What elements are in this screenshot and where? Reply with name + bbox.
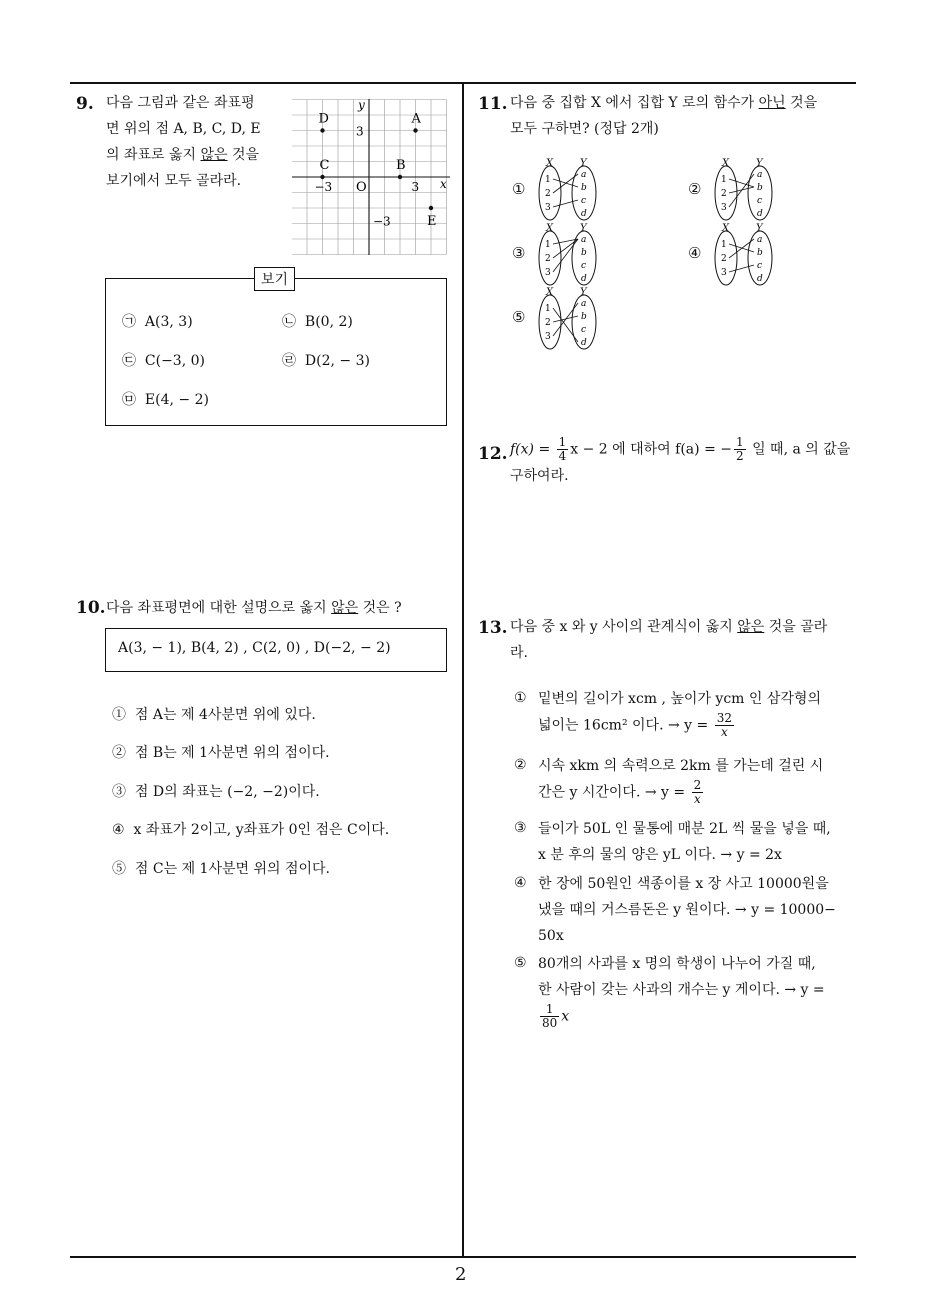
q12-text: f(x) = $\frac{1}{4}$ x − 2 에 대하여 f(a) = − $\frac{1}{2}$ 일 때, a 의 값을 구하여라. bbox=[510, 435, 851, 484]
y-element: a bbox=[581, 170, 587, 180]
set-x-label: X bbox=[546, 158, 554, 169]
origin-label: O bbox=[356, 180, 367, 195]
q13-number: 13. bbox=[478, 618, 508, 638]
q11-choice-mark: ⑤ bbox=[512, 308, 526, 326]
set-x-label: X bbox=[722, 223, 730, 234]
x-axis-label: x bbox=[440, 177, 447, 191]
column-divider bbox=[462, 82, 464, 1257]
q10-choice: ② 점 B는 제 1사분면 위의 점이다. bbox=[112, 745, 330, 761]
x-element: 1 bbox=[721, 175, 727, 185]
y-element: d bbox=[581, 338, 587, 348]
mapping-arrow bbox=[553, 200, 578, 207]
y-element: d bbox=[757, 209, 763, 219]
y-element: a bbox=[757, 235, 763, 245]
x-element: 1 bbox=[545, 175, 551, 185]
q13-choice-mark: ① bbox=[514, 690, 527, 706]
x-element: 3 bbox=[721, 203, 727, 213]
x-tick-label: −3 bbox=[314, 180, 333, 194]
q9-line: 의 좌표로 옳지 않은 것을 bbox=[106, 147, 260, 163]
x-tick-label: 3 bbox=[411, 180, 420, 194]
x-element: 2 bbox=[545, 318, 551, 328]
x-element: 2 bbox=[545, 189, 551, 199]
q10-choice: ④ x 좌표가 2이고, y좌표가 0인 점은 C이다. bbox=[112, 822, 390, 838]
set-y-label: Y bbox=[580, 287, 587, 298]
mapping-arrow bbox=[729, 265, 754, 272]
q11-choice-mark: ③ bbox=[512, 244, 526, 262]
set-y-label: Y bbox=[580, 158, 587, 169]
y-element: a bbox=[581, 235, 587, 245]
point-E bbox=[429, 206, 433, 210]
q9-option: ㉤ E(4, − 2) bbox=[122, 392, 209, 408]
x-element: 3 bbox=[545, 332, 551, 342]
q11-mapping-diagram bbox=[534, 222, 604, 286]
q9-box-title: 보기 bbox=[254, 267, 295, 291]
x-element: 1 bbox=[721, 240, 727, 250]
y-element: d bbox=[581, 209, 587, 219]
mapping-arrow bbox=[729, 239, 754, 258]
set-x-label: X bbox=[722, 158, 730, 169]
q11-mapping-diagram bbox=[710, 157, 780, 221]
set-y-label: Y bbox=[756, 158, 763, 169]
x-element: 3 bbox=[721, 268, 727, 278]
q11-text: 다음 중 집합 X 에서 집합 Y 로의 함수가 아닌 것을 모두 구하면? (정답 2개) bbox=[510, 95, 818, 137]
x-element: 2 bbox=[721, 189, 727, 199]
y-element: c bbox=[757, 196, 763, 206]
y-element: b bbox=[581, 312, 587, 322]
q13-choice: 80개의 사과를 x 명의 학생이 나누어 가질 때, 한 사람이 갖는 사과의 개수는 y 게이다. → y = $\frac{1}{80}$ x bbox=[538, 956, 825, 1030]
q11-choice-mark: ① bbox=[512, 180, 526, 198]
y-element: a bbox=[581, 299, 587, 309]
q13-choice: 밑변의 길이가 xcm , 높이가 ycm 인 삼각형의 넓이는 16cm² 이다. → y = $\frac{32}{x}$ bbox=[538, 691, 821, 739]
point-label-D: D bbox=[318, 111, 329, 127]
point-label-E: E bbox=[427, 214, 437, 229]
q10-number: 10. bbox=[76, 598, 106, 618]
q10-text: 다음 좌표평면에 대한 설명으로 옳지 않은 것은 ? bbox=[106, 600, 402, 616]
q9-number: 9. bbox=[76, 94, 94, 114]
point-C bbox=[320, 175, 324, 179]
mapping-arrow bbox=[729, 179, 754, 187]
point-A bbox=[413, 128, 417, 132]
mapping-arrow bbox=[553, 303, 578, 336]
q9-underline: 않은 bbox=[200, 147, 228, 163]
q10-choice: ① 점 A는 제 4사분면 위에 있다. bbox=[112, 707, 316, 723]
q9-option: ㉡ B(0, 2) bbox=[282, 314, 353, 330]
point-label-A: A bbox=[411, 111, 421, 127]
x-element: 2 bbox=[721, 254, 727, 264]
y-tick-label: −3 bbox=[373, 214, 391, 229]
point-label-C: C bbox=[319, 158, 330, 173]
q9-option: ㉣ D(2, − 3) bbox=[282, 353, 370, 369]
q9-text bbox=[106, 90, 286, 194]
mapping-arrow bbox=[553, 174, 578, 193]
set-x-label: X bbox=[546, 287, 554, 298]
q12-number: 12. bbox=[478, 444, 508, 464]
mapping-arrow bbox=[729, 174, 754, 207]
q9-line: 다음 그림과 같은 좌표평 bbox=[106, 95, 255, 111]
q13-choice-mark: ③ bbox=[514, 820, 527, 836]
y-element: b bbox=[757, 248, 763, 258]
q11-choice-mark: ② bbox=[688, 180, 702, 198]
q13-choice: 시속 xkm 의 속력으로 2km 를 가는데 걸린 시 간은 y 시간이다. → y = $\frac{2}{x}$ bbox=[538, 758, 824, 806]
y-element: a bbox=[757, 170, 763, 180]
point-B bbox=[398, 175, 402, 179]
page-number: 2 bbox=[455, 1264, 467, 1285]
bottom-rule bbox=[70, 1256, 856, 1258]
q9-option: ㉠ A(3, 3) bbox=[122, 314, 193, 330]
q13-choice: 들이가 50L 인 물통에 매분 2L 씩 물을 넣을 때, x 분 후의 물의 양은 yL 이다. → y = 2x bbox=[538, 821, 831, 863]
x-element: 3 bbox=[545, 268, 551, 278]
set-y-label: Y bbox=[580, 223, 587, 234]
y-element: d bbox=[757, 274, 763, 284]
q9-option: ㉢ C(−3, 0) bbox=[122, 353, 205, 369]
q10-choice: ③ 점 D의 좌표는 (−2, −2)이다. bbox=[112, 784, 320, 800]
y-element: d bbox=[581, 274, 587, 284]
x-element: 1 bbox=[545, 304, 551, 314]
point-label-B: B bbox=[396, 158, 406, 173]
y-element: b bbox=[581, 183, 587, 193]
q9-coordinate-graph bbox=[292, 97, 452, 257]
y-element: b bbox=[757, 183, 763, 193]
y-axis-label: y bbox=[358, 98, 365, 112]
y-element: c bbox=[581, 261, 587, 271]
q13-choice: 한 장에 50원인 색종이를 x 장 사고 10000원을 냈을 때의 거스름돈은 y 원이다. → y = 10000− 50x bbox=[538, 876, 836, 944]
y-element: c bbox=[581, 196, 587, 206]
mapping-arrow bbox=[553, 308, 578, 342]
q13-text: 다음 중 x 와 y 사이의 관계식이 옳지 않은 것을 골라 라. bbox=[510, 619, 828, 661]
q11-choice-mark: ④ bbox=[688, 244, 702, 262]
set-y-label: Y bbox=[756, 223, 763, 234]
q13-choice-mark: ⑤ bbox=[514, 955, 527, 971]
x-element: 2 bbox=[545, 254, 551, 264]
y-element: b bbox=[581, 248, 587, 258]
q13-choice-mark: ④ bbox=[514, 875, 527, 891]
point-D bbox=[320, 128, 324, 132]
q9-line: 보기에서 모두 골라라. bbox=[106, 173, 242, 189]
q11-number: 11. bbox=[478, 94, 508, 114]
x-element: 1 bbox=[545, 240, 551, 250]
q11-mapping-diagram bbox=[534, 157, 604, 221]
y-tick-label: 3 bbox=[356, 124, 364, 139]
x-element: 3 bbox=[545, 203, 551, 213]
q10-given-text: A(3, − 1), B(4, 2) , C(2, 0) , D(−2, − 2) bbox=[118, 640, 391, 656]
q13-choice-mark: ② bbox=[514, 757, 527, 773]
set-x-label: X bbox=[546, 223, 554, 234]
q11-mapping-diagram bbox=[534, 286, 604, 350]
y-element: c bbox=[581, 325, 587, 335]
q9-line: 면 위의 점 A, B, C, D, E bbox=[106, 121, 261, 137]
y-element: c bbox=[757, 261, 763, 271]
q11-mapping-diagram bbox=[710, 222, 780, 286]
q10-choice: ⑤ 점 C는 제 1사분면 위의 점이다. bbox=[112, 861, 330, 877]
